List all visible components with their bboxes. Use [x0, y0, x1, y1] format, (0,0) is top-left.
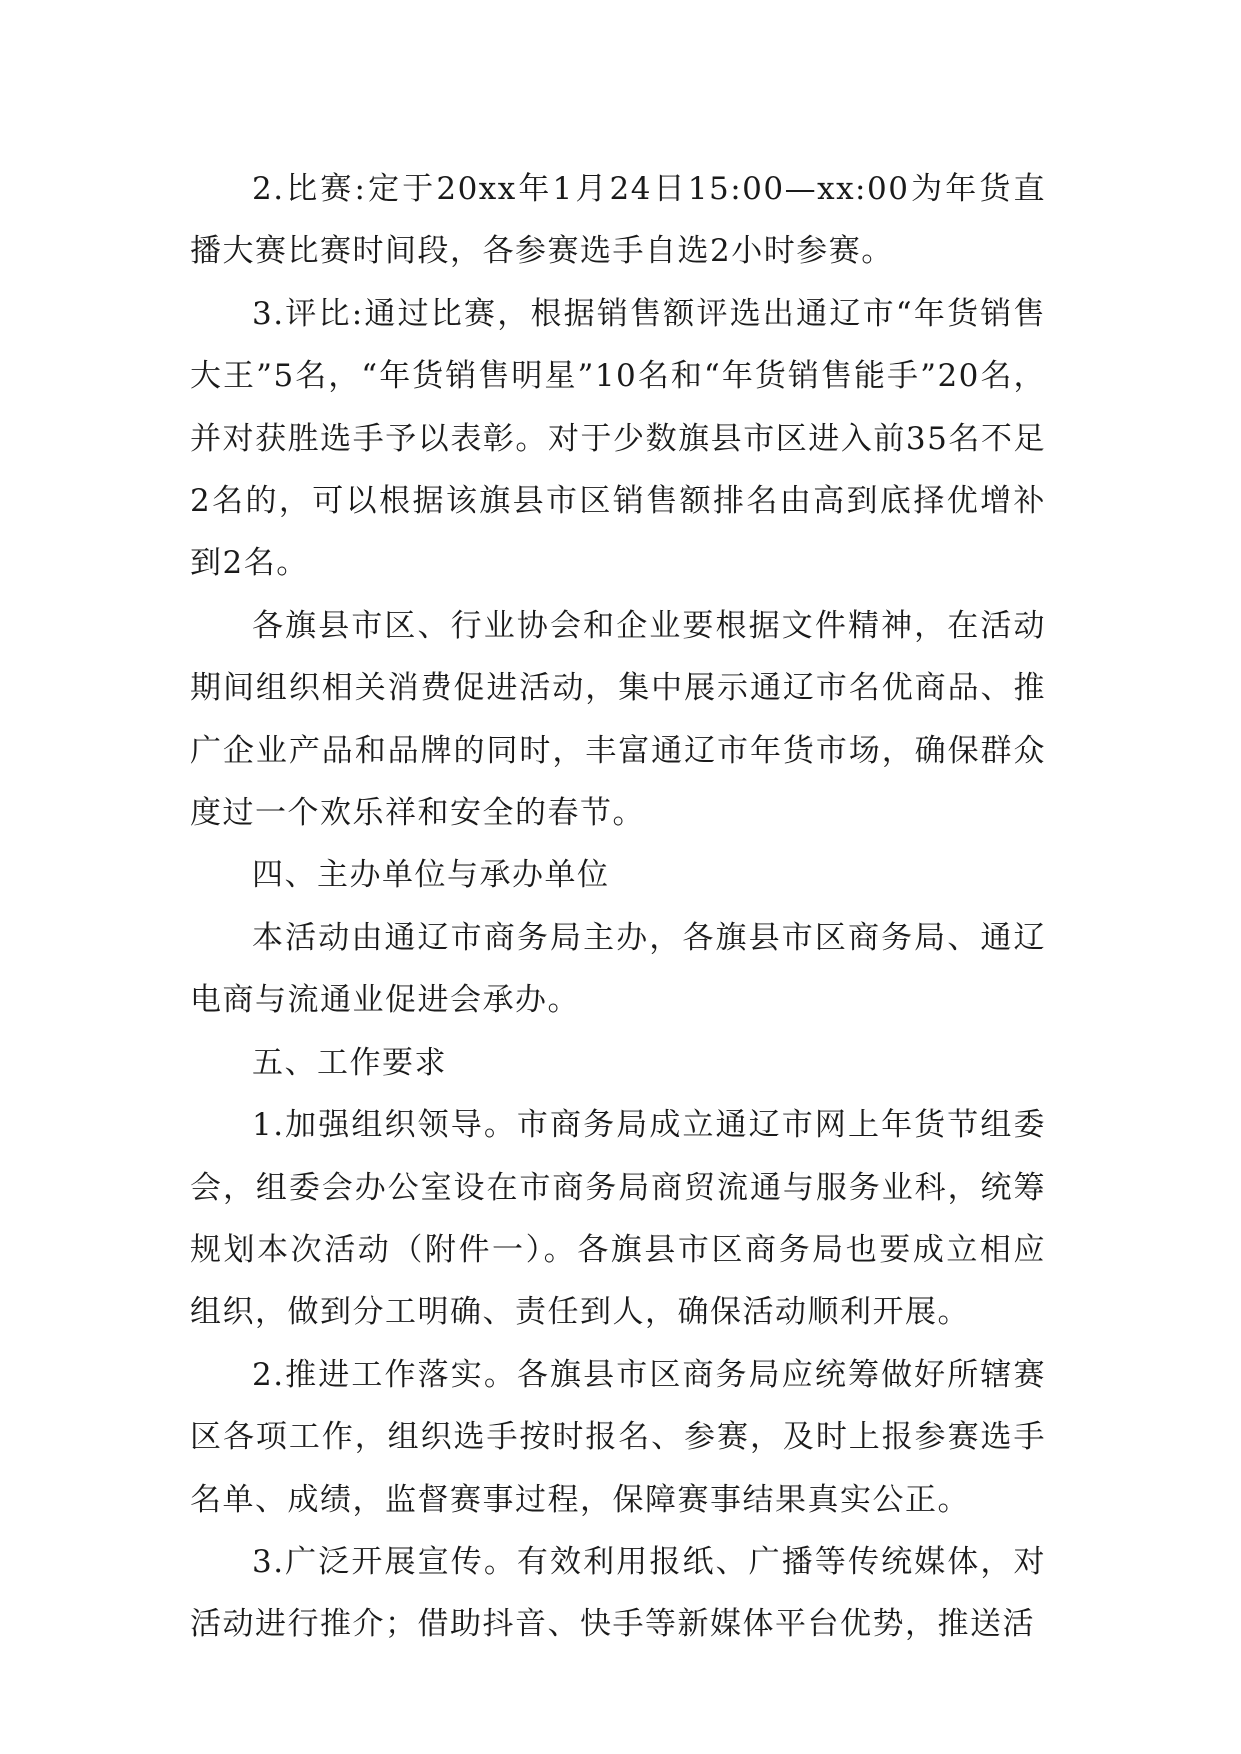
paragraph-organizers: 本活动由通辽市商务局主办，各旗县市区商务局、通辽电商与流通业促进会承办。: [190, 919, 1046, 1019]
paragraph-requirement-3: 3.广泛开展宣传。有效利用报纸、广播等传统媒体，对活动进行推介；借助抖音、快手等新媒体平台优势，推送活: [190, 1543, 1046, 1643]
paragraph-activities: 各旗县市区、行业协会和企业要根据文件精神，在活动期间组织相关消费促进活动，集中展示通辽市名优商品、推广企业产品和品牌的同时，丰富通辽市年货市场，确保群众度过一个欢乐祥和安全的春节。: [190, 607, 1046, 832]
document-body: [190, 158, 1046, 1656]
paragraph-competition: 2.比赛:定于20xx年1月24日15:00—xx:00为年货直播大赛比赛时间段，各参赛选手自选2小时参赛。: [190, 171, 1046, 270]
paragraph-requirement-2: 2.推进工作落实。各旗县市区商务局应统筹做好所辖赛区各项工作，组织选手按时报名、参赛，及时上报参赛选手名单、成绩，监督赛事过程，保障赛事结果真实公正。: [190, 1356, 1046, 1518]
paragraph-requirement-1: 1.加强组织领导。市商务局成立通辽市网上年货节组委会，组委会办公室设在市商务局商贸流通与服务业科，统筹规划本次活动（附件一）。各旗县市区商务局也要成立相应组织，做到分工明确、责任到人，确保活动顺利开展。: [190, 1107, 1046, 1331]
section-heading-requirements: 五、工作要求: [252, 1044, 447, 1081]
paragraph-evaluation: 3.评比:通过比赛，根据销售额评选出通辽市“年货销售大王”5名，“年货销售明星”10名和“年货销售能手”20名，并对获胜选手予以表彰。对于少数旗县市区进入前35名不足2名的，可以根据该旗县市区销售额排名由高到底择优增补到2名。: [190, 295, 1046, 582]
section-heading-organizers: 四、主办单位与承办单位: [252, 857, 610, 894]
